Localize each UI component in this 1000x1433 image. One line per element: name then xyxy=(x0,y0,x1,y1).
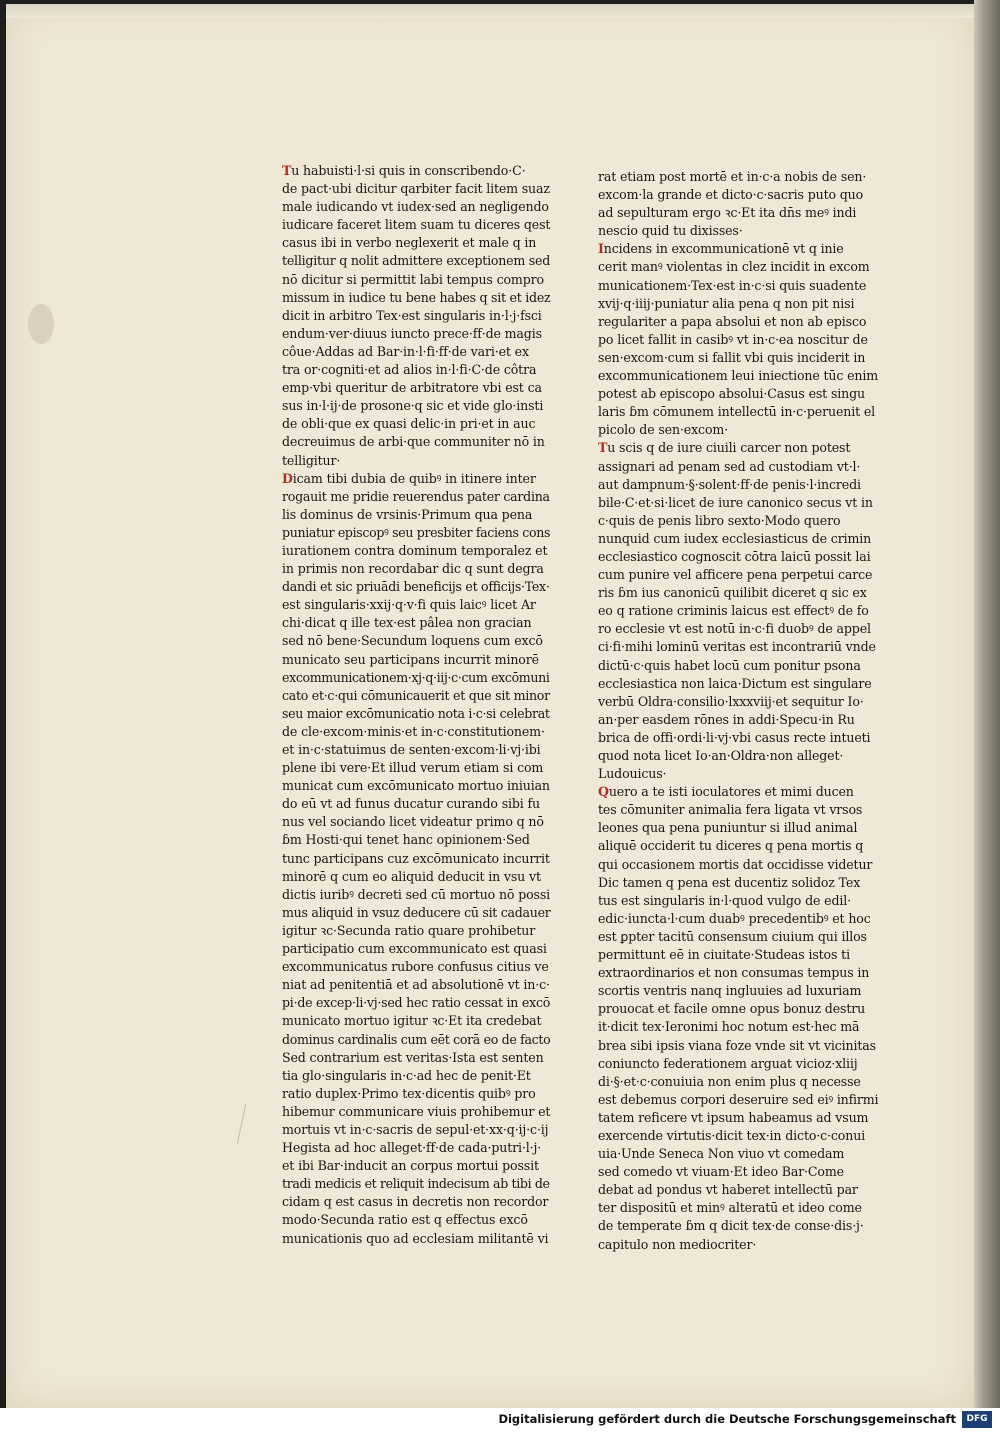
text-line: minorē q cum eo aliquid deducit in vsu vt xyxy=(282,868,541,884)
text-line: mus aliquid in vsuz deducere cū sit cadauer xyxy=(282,904,551,920)
text-line: dominus cardinalis cum eēt corā eo de facto xyxy=(282,1031,551,1047)
footer-credit: Digitalisierung gefördert durch die Deutsche Forschungsgemeinschaft xyxy=(498,1412,956,1426)
text-line: an·per easdem rōnes in addi·Specu·in Ru xyxy=(598,711,855,727)
text-line: missum in iudice tu bene habes q sit et idez xyxy=(282,289,551,305)
text-line: municato mortuo igitur ꝛc·Et ita credebat xyxy=(282,1013,542,1029)
rubricated-initial: Q xyxy=(598,784,609,800)
text-line: igitur ꝛc·Secunda ratio quare prohibetur xyxy=(282,922,536,938)
text-line: Ludouicus· xyxy=(598,766,667,782)
text-line: hibemur communicare viuis prohibemur et xyxy=(282,1103,551,1119)
text-line: excom·la grande et dicto·c·sacris puto quo xyxy=(598,187,864,203)
text-line: ris ɓm ius canonicū quilibit diceret q sic ex xyxy=(598,585,867,601)
text-line: seu maior excōmunicatio nota i·c·si celebrat xyxy=(282,705,550,721)
text-line: leones qua pena puniuntur si illud animal xyxy=(598,820,858,836)
text-line: sed nō bene·Secundum loquens cum excō xyxy=(282,633,543,649)
text-line: tunc participans cuz excōmunicato incurrit xyxy=(282,850,550,866)
text-line: est ꝑpter tacitū consensum ciuium qui illos xyxy=(598,928,867,944)
text-line: sen·excom·cum si fallit vbi quis inciderit in xyxy=(598,349,866,365)
text-line: extraordinarios et non consumas tempus in xyxy=(598,965,870,981)
text-line: dandi et sic priuādi beneficijs et officijs·Tex· xyxy=(282,579,550,595)
text-line: tradi medicis et reliquit indecisum ab tibi de xyxy=(282,1176,550,1192)
paper-stain xyxy=(28,304,54,344)
text-line: di·§·et·c·conuiuia non enim plus q necesse xyxy=(598,1073,861,1089)
text-line: cerit manꝰ violentas in clez incidit in excom xyxy=(598,259,870,275)
text-line: brica de offi·ordi·li·vj·vbi casus recte intueti xyxy=(598,729,871,745)
footer-bar xyxy=(0,1408,1000,1433)
text-line: cato et·c·qui cōmunicauerit et que sit minor xyxy=(282,687,550,703)
text-line: lis dominus de vrsinis·Primum qua pena xyxy=(282,506,533,522)
text-line: endum·ver·diuus iuncto prece·ff·de magis xyxy=(282,325,542,341)
text-line: et in·c·statuimus de senten·excom·li·vj·ibi xyxy=(282,742,541,757)
text-line: iudicare faceret litem suam tu diceres qest xyxy=(282,217,551,233)
text-line: tra or·cogniti·et ad alios in·l·fi·C·de côtra xyxy=(282,362,537,378)
text-line: aliquē occiderit tu diceres q pena mortis q xyxy=(598,838,864,854)
text-line: permittunt eē in ciuitate·Studeas istos ti xyxy=(598,947,850,963)
text-line: chi·dicat q ille tex·est pâlea non gracian xyxy=(282,615,532,631)
text-line: Tu scis q de iure ciuili carcer non potest xyxy=(598,440,851,456)
text-line: de pact·ubi dicitur qarbiter facit litem suaz xyxy=(282,181,550,197)
text-line: do eū vt ad funus ducatur curando sibi fu xyxy=(282,796,541,812)
rubricated-initial: T xyxy=(282,163,292,178)
text-line: telligitur· xyxy=(282,452,341,468)
text-line: dicit in arbitro Tex·est singularis in·l·j·fsci xyxy=(282,307,542,323)
text-line: excommunicationem·xj·q·iij·c·cum excōmuni xyxy=(282,669,550,685)
text-line: verbū Oldra·consilio·lxxxviij·et sequitur Io· xyxy=(598,693,864,709)
text-line: bile·C·et·si·licet de iure canonico secus vt in xyxy=(598,494,873,510)
text-line: pi·de excep·li·vj·sed hec ratio cessat in excō xyxy=(282,995,551,1011)
text-line: iurationem contra dominum temporalez et xyxy=(282,542,548,558)
text-line: municato seu participans incurrit minorē xyxy=(282,651,539,667)
text-line: rat etiam post mortē et in·c·a nobis de sen· xyxy=(598,169,867,184)
text-line: municat cum excōmunicato mortuo iniuian xyxy=(282,778,550,794)
text-line: in primis non recordabar dic q sunt degra xyxy=(282,561,544,577)
text-line: niat ad penitentiā et ad absolutionē vt in·c· xyxy=(282,977,550,993)
text-line: ratio duplex·Primo tex·dicentis quibꝰ pro xyxy=(282,1085,536,1101)
text-line: rogauit me pridie reuerendus pater cardina xyxy=(282,488,550,504)
text-column-right xyxy=(598,168,878,1254)
text-line: ecclesiastico cognoscit cōtra laicū possit lai xyxy=(598,548,871,564)
text-line: sed comedo vt viuam·Et ideo Bar·Come xyxy=(598,1164,844,1180)
text-line: ɓm Hosti·qui tenet hanc opinionem·Sed xyxy=(282,832,530,848)
margin-mark xyxy=(237,1104,246,1143)
text-line: de cle·excom·minis·et in·c·constitutionem· xyxy=(282,723,545,739)
text-line: tus est singularis in·l·quod vulgo de edil· xyxy=(598,892,851,908)
text-line: regulariter a papa absolui et non ab episco xyxy=(598,313,867,329)
text-line: Dic tamen q pena est ducentiz solidoz Tex xyxy=(598,874,861,890)
book-edge xyxy=(974,0,1000,1410)
text-line: aut dampnum·§·solent·ff·de penis·l·incredi xyxy=(598,476,861,492)
text-line: cidam q est casus in decretis non recordor xyxy=(282,1194,549,1210)
text-line: eo q ratione criminis laicus est effectꝰ de fo xyxy=(598,603,869,619)
dfg-logo: DFG xyxy=(962,1411,992,1428)
text-line: Sed contrarium est veritas·Ista est senten xyxy=(282,1049,544,1065)
text-line: nō dicitur si permittit labi tempus compro xyxy=(282,271,544,287)
text-line: uia·Unde Seneca Non viuo vt comedam xyxy=(598,1146,845,1162)
text-line: tia glo·singularis in·c·ad hec de penit·Et xyxy=(282,1067,531,1083)
text-line: de obli·que ex quasi delic·in pri·et in auc xyxy=(282,416,536,432)
text-line: c·quis de penis libro sexto·Modo quero xyxy=(598,512,841,528)
text-line: tatem reficere vt ipsum habeamus ad vsum xyxy=(598,1109,869,1125)
text-line: nunquid cum iudex ecclesiasticus de crimin xyxy=(598,530,872,546)
text-line: de temperate ɓm q dicit tex·de conse·dis·j· xyxy=(598,1218,864,1234)
text-line: tes cōmuniter animalia fera ligata vt vrsos xyxy=(598,802,863,818)
text-line: coniuncto federationem arguat vicioz·xliij xyxy=(598,1055,858,1071)
text-line: municationis quo ad ecclesiam militantē vi xyxy=(282,1230,549,1246)
text-line: decreuimus de arbi·que communiter nō in xyxy=(282,434,545,450)
text-line: plene ibi vere·Et illud verum etiam si com xyxy=(282,760,544,776)
text-line: cum punire vel afficere pena perpetui carce xyxy=(598,567,873,583)
text-line: it·dicit tex·Ieronimi hoc notum est·hec mā xyxy=(598,1019,860,1035)
text-line: ro ecclesie vt est notū in·c·fi duobꝰ de appel xyxy=(598,621,871,637)
text-line: edic·iuncta·l·cum duabꝰ precedentibꝰ et hoc xyxy=(598,910,871,926)
text-line: sus in·l·ij·de prosone·q sic et vide glo·insti xyxy=(282,398,544,414)
text-line: excommunicationem leui iniectione tūc enim xyxy=(598,368,879,384)
text-line: po licet fallit in casibꝰ vt in·c·ea noscitur de xyxy=(598,331,868,347)
text-line: emp·vbi queritur de arbitratore vbi est ca xyxy=(282,380,542,396)
text-line: Incidens in excommunicationē vt q inie xyxy=(598,241,844,257)
text-line: Hegista ad hoc alleget·ff·de cada·putri·l·j· xyxy=(282,1140,542,1156)
text-line: ad sepulturam ergo ꝛc·Et ita dn̄s meꝰ indi xyxy=(598,205,857,221)
text-line: quod nota licet Io·an·Oldra·non alleget· xyxy=(598,748,844,763)
text-line: excommunicatus rubore confusus citius ve xyxy=(282,959,549,975)
text-line: côue·Addas ad Bar·in·l·fi·ff·de vari·et ex xyxy=(282,343,529,359)
text-line: capitulo non mediocriter· xyxy=(598,1236,757,1252)
text-line: assignari ad penam sed ad custodiam vt·l· xyxy=(598,458,861,474)
text-column-left xyxy=(282,162,550,1248)
text-line: ecclesiastica non laica·Dictum est singulare xyxy=(598,675,872,691)
text-line: male iudicando vt iudex·sed an negligendo xyxy=(282,199,549,215)
text-line: ci·fi·mihi lominū veritas est incontrariū vnde xyxy=(598,639,876,655)
text-line: brea sibi ipsis viana foze vnde sit vt vicinitas xyxy=(598,1037,876,1053)
text-line: Tu habuisti·l·si quis in conscribendo·C· xyxy=(282,163,526,178)
text-line: Dicam tibi dubia de quibꝰ in itinere inter xyxy=(282,470,536,486)
text-line: debat ad pondus vt haberet intellectū par xyxy=(598,1182,858,1198)
text-line: picolo de sen·excom· xyxy=(598,422,729,438)
text-line: laris ɓm cōmunem intellectū in·c·peruenit el xyxy=(598,404,876,420)
text-line: qui occasionem mortis dat occidisse videtur xyxy=(598,856,873,872)
text-line: xvij·q·iiij·puniatur alia pena q non pit nisi xyxy=(598,295,855,311)
text-line: est singularis·xxij·q·v·fi quis laicꝰ licet Ar xyxy=(282,597,536,613)
text-line: Quero a te isti ioculatores et mimi ducen xyxy=(598,784,854,800)
text-line: dictū·c·quis habet locū cum ponitur psona xyxy=(598,657,861,673)
text-line: prouocat et facile omne opus bonuz destru xyxy=(598,1001,866,1017)
rubricated-initial: I xyxy=(598,241,604,257)
text-line: participatio cum excommunicato est quasi xyxy=(282,941,547,957)
text-line: municationem·Tex·est in·c·si quis suadente xyxy=(598,277,867,293)
text-line: nescio quid tu dixisses· xyxy=(598,223,743,239)
text-line: est debemus corpori deseruire sed eiꝰ infirmi xyxy=(598,1091,879,1107)
rubricated-initial: T xyxy=(598,440,608,456)
rubricated-initial: D xyxy=(282,470,293,486)
text-line: casus ibi in verbo neglexerit et male q in xyxy=(282,235,537,251)
text-line: telligitur q nolit admittere exceptionem sed xyxy=(282,253,551,269)
text-line: mortuis vt in·c·sacris de sepul·et·xx·q·ij·c·ij xyxy=(282,1121,549,1137)
page-top-edge xyxy=(6,4,974,18)
text-line: ter dispositū et minꝰ alteratū et ideo come xyxy=(598,1200,862,1216)
text-line: nus vel sociando licet videatur primo q nō xyxy=(282,814,544,830)
text-line: scortis ventris nanq ingluuies ad luxuriam xyxy=(598,983,862,999)
text-line: puniatur episcopꝰ seu presbiter faciens cons xyxy=(282,524,551,540)
text-line: dictis iuribꝰ decreti sed cū mortuo nō possi xyxy=(282,886,551,902)
text-line: exercende virtutis·dicit tex·in dicto·c·conui xyxy=(598,1127,866,1143)
text-line: potest ab episcopo absolui·Casus est singu xyxy=(598,386,865,402)
text-line: modo·Secunda ratio est q effectus excō xyxy=(282,1212,528,1228)
text-line: et ibi Bar·inducit an corpus mortui possit xyxy=(282,1158,539,1174)
